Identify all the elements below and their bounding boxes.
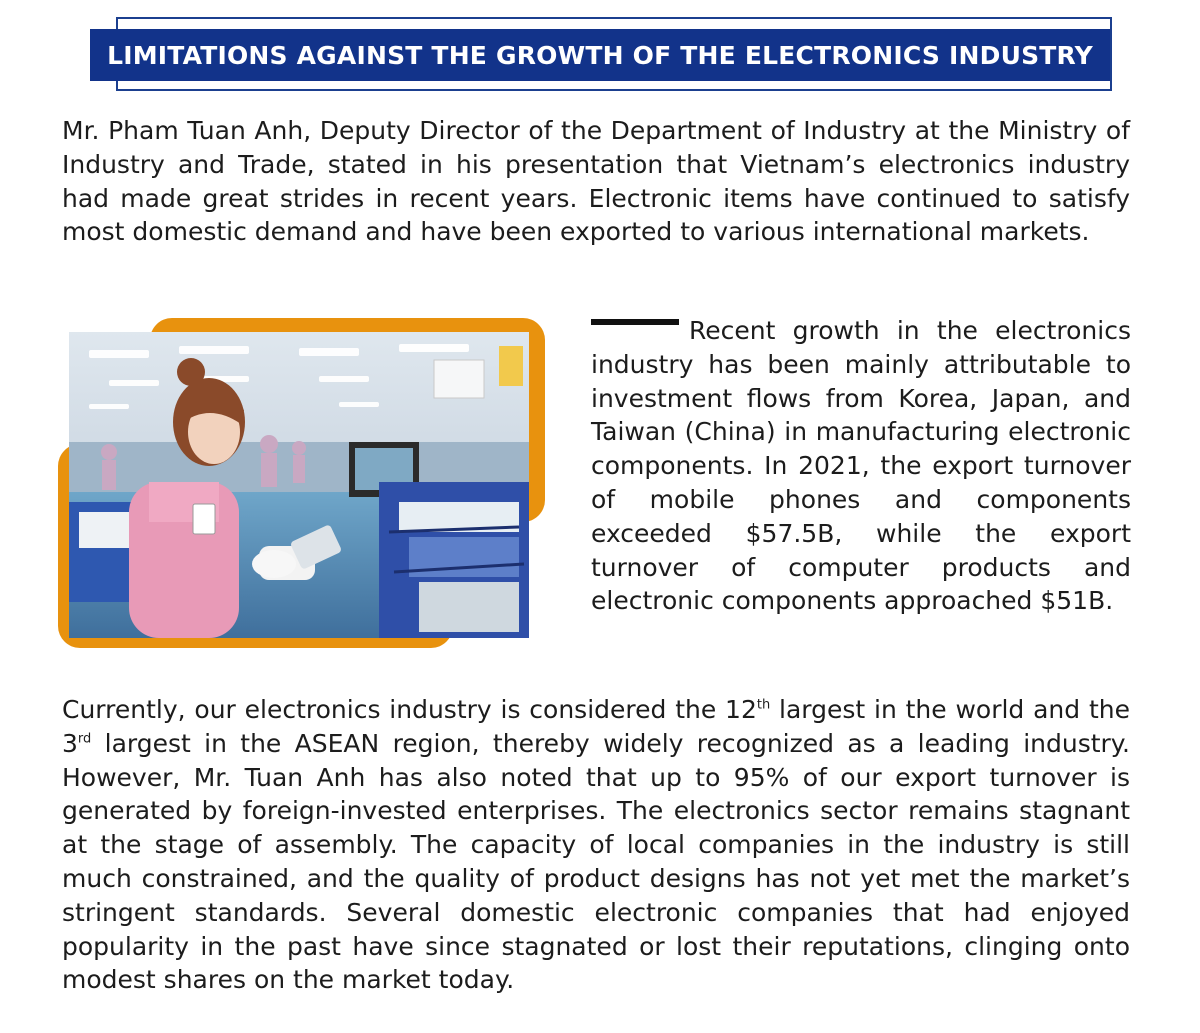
ordinal-suffix-rd: rd bbox=[77, 731, 92, 747]
intro-paragraph: Mr. Pham Tuan Anh, Deputy Director of the Department of Industry at the Ministry of Industry and Trade, stated in his presentation that Vietnam’s electronics industry had made great strides in recent years. Electronic items have continued to satisfy most domestic demand and have been exported to various international markets. bbox=[62, 116, 1130, 247]
feature-text: Recent growth in the electronics industry has been mainly attributable to investment flows from Korea, Japan, and Taiwan (China) in manufacturing electronic components. In 2021, the export turnover of mobile phones and components exceeded $57.5B, while the export turnover of computer products and electronic components approached $51B. bbox=[591, 316, 1131, 616]
body-paragraph bbox=[62, 693, 1130, 997]
ordinal-suffix-th: th bbox=[756, 697, 771, 713]
feature-paragraph bbox=[591, 314, 1131, 618]
factory-worker-photo bbox=[69, 332, 529, 638]
section-title-banner bbox=[90, 29, 1110, 81]
body-text-part-2: largest in the world and the 3 bbox=[62, 695, 1130, 758]
accent-rule bbox=[591, 319, 679, 325]
body-text-part-1: Currently, our electronics industry is considered the 12 bbox=[62, 695, 757, 724]
section-title: LIMITATIONS AGAINST THE GROWTH OF THE ELECTRONICS INDUSTRY bbox=[107, 40, 1093, 70]
body-text-part-3: largest in the ASEAN region, thereby widely recognized as a leading industry. However, Mr. Tuan Anh has also noted that up to 95% of our export turnover is generated by foreign-invested enterprises. The electronics sector remains stagnant at the stage of assembly. The capacity of local companies in the industry is still much constrained, and the quality of product designs has not yet met the market’s stringent standards. Several domestic electronic companies that had enjoyed popularity in the past have since stagnated or lost their reputations, clinging onto modest shares on the market today. bbox=[62, 728, 1130, 995]
